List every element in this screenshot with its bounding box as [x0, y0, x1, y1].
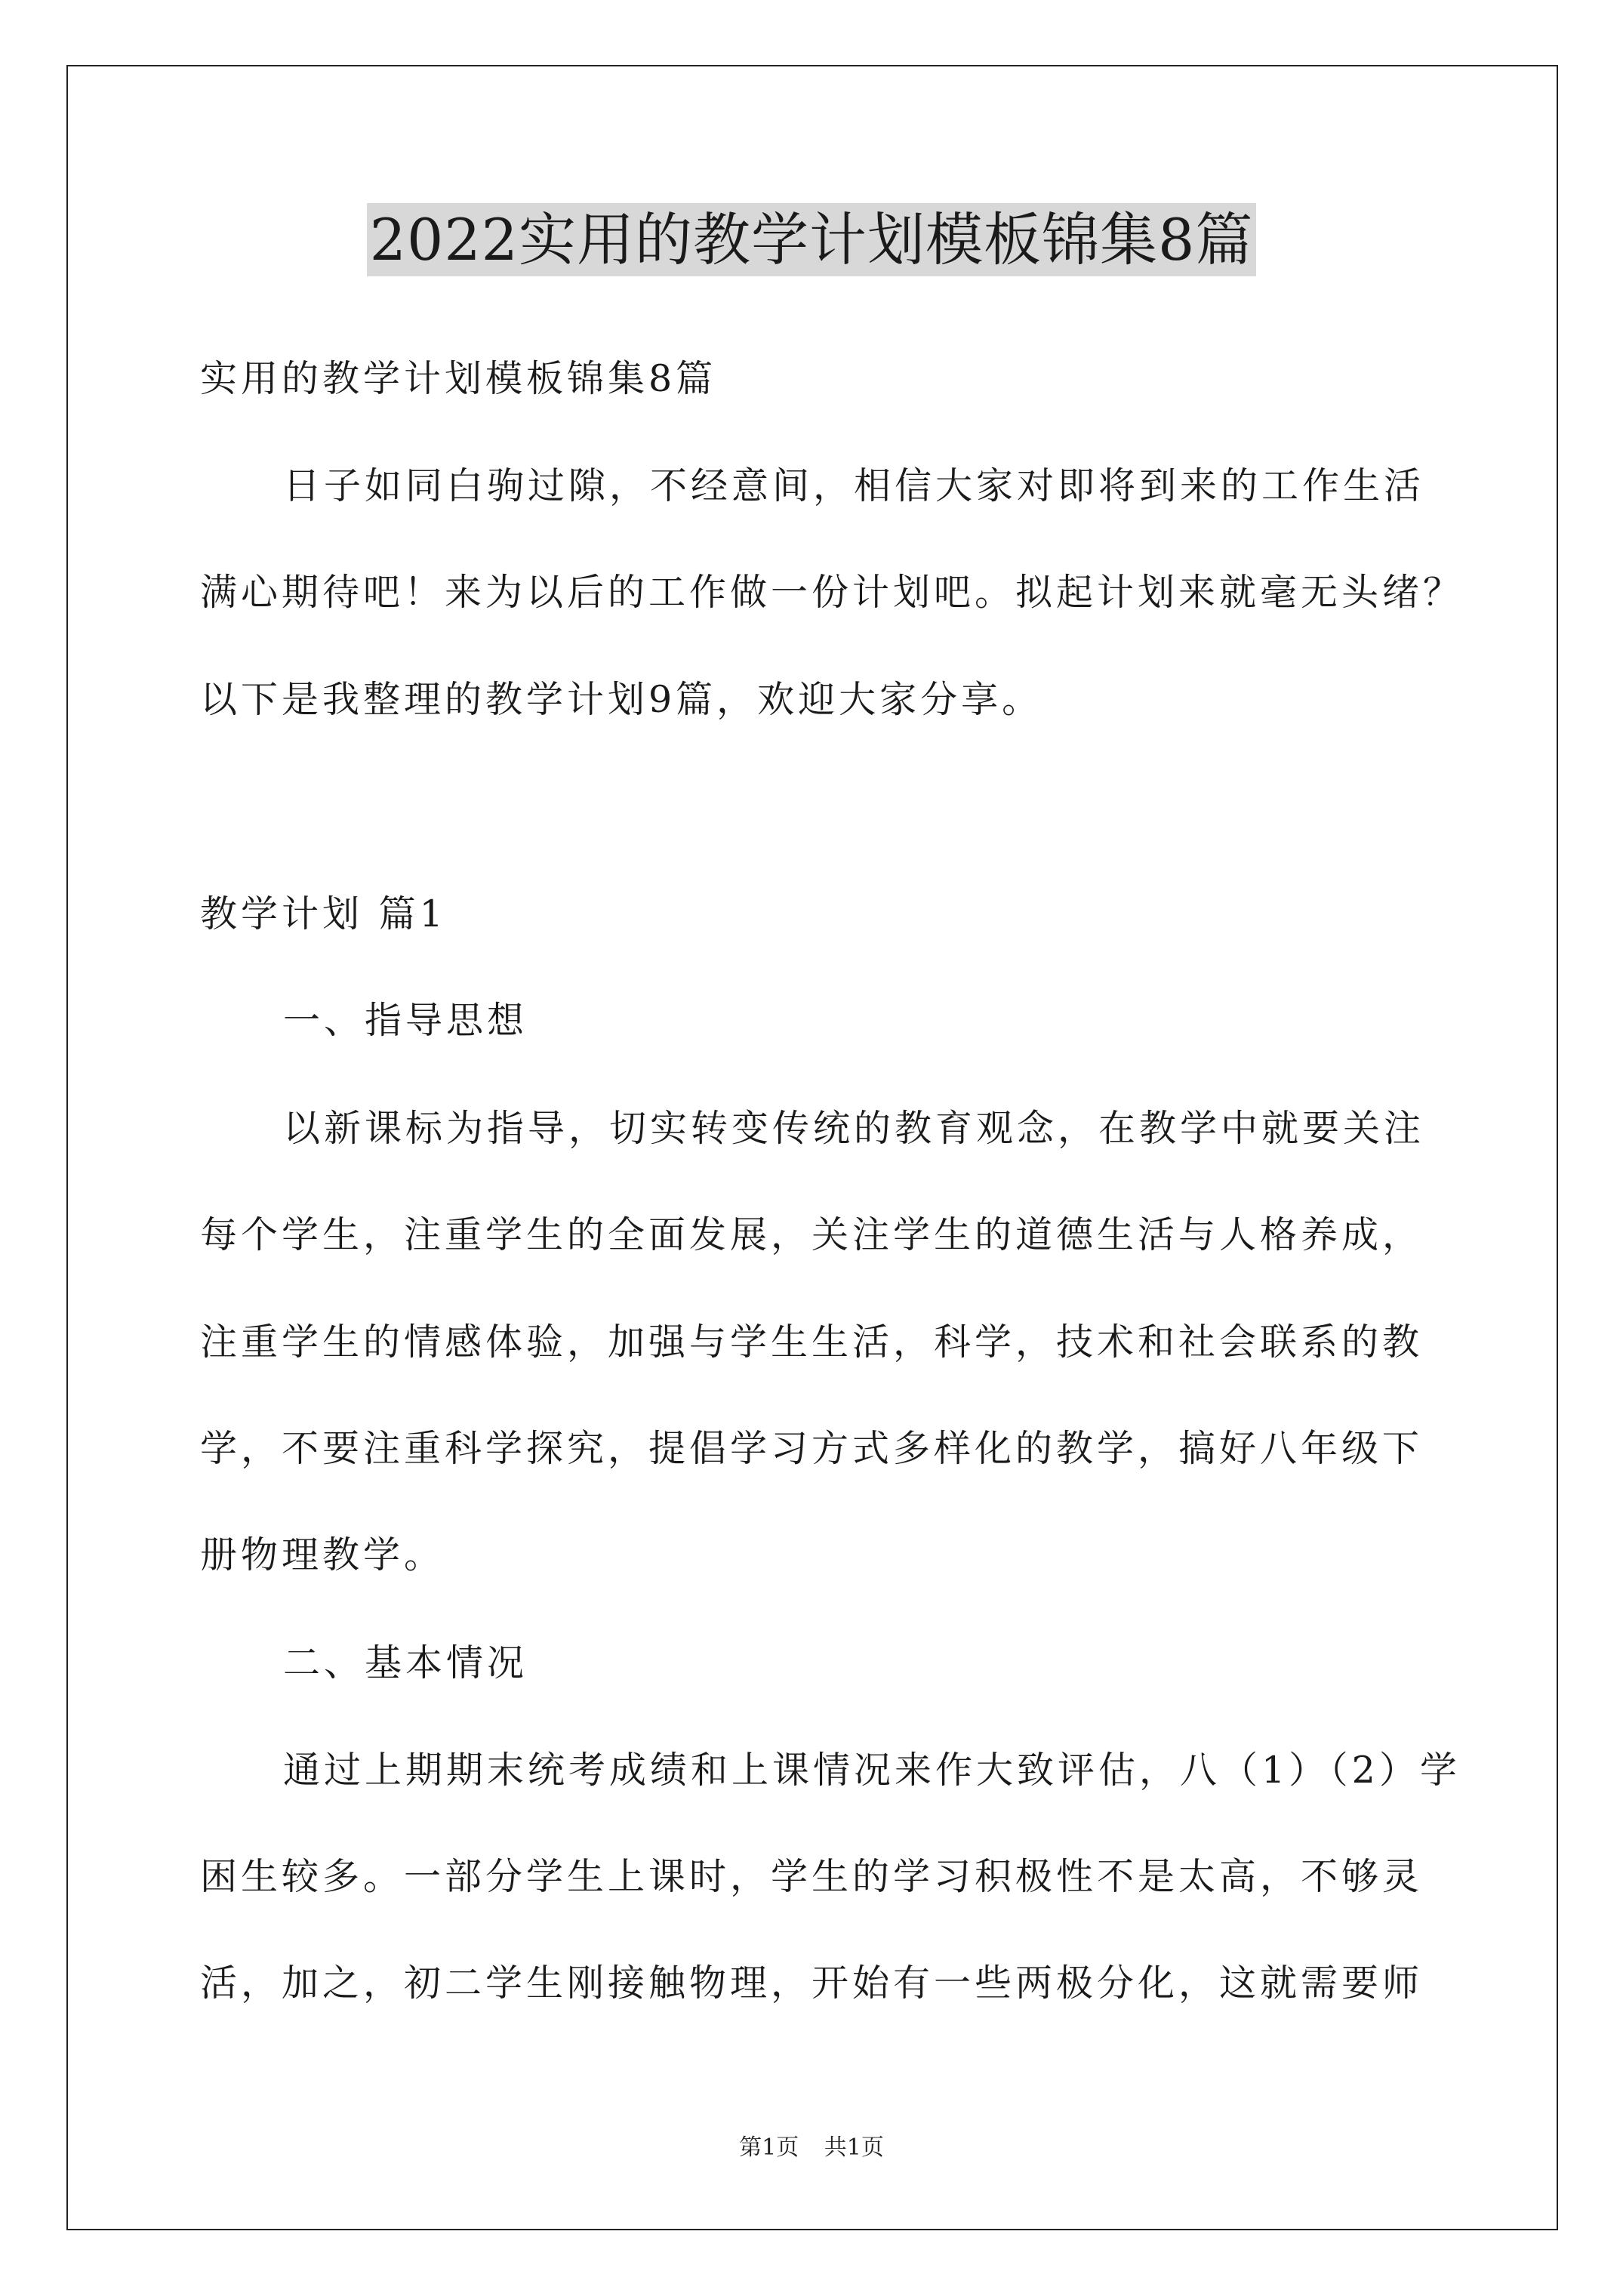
section-heading: 教学计划 篇1 — [200, 892, 447, 935]
page-footer — [0, 2133, 1623, 2163]
part1-line: 注重学生的情感体验，加强与学生生活，科学，技术和社会联系的教 — [200, 1321, 1424, 1364]
part1-heading: 一、指导思想 — [283, 999, 528, 1042]
part2-line: 通过上期期末统考成绩和上课情况来作大致评估，八（1）（2）学 — [283, 1749, 1461, 1792]
page-number: 第1页 — [739, 2134, 799, 2161]
part2-line: 困生较多。一部分学生上课时，学生的学习积极性不是太高，不够灵 — [200, 1855, 1424, 1898]
document-title-text: 2022实用的教学计划模板锦集8篇 — [367, 203, 1257, 276]
intro-line: 日子如同白驹过隙，不经意间，相信大家对即将到来的工作生活 — [283, 464, 1425, 507]
intro-line: 以下是我整理的教学计划9篇，欢迎大家分享。 — [200, 678, 1043, 721]
part2-line: 活，加之，初二学生刚接触物理，开始有一些两极分化，这就需要师 — [200, 1962, 1424, 2005]
intro-line: 满心期待吧！来为以后的工作做一份计划吧。拟起计划来就毫无头绪？ — [200, 571, 1464, 614]
part2-heading: 二、基本情况 — [283, 1641, 528, 1684]
document-title — [0, 202, 1623, 278]
part1-line: 以新课标为指导，切实转变传统的教育观念，在教学中就要关注 — [283, 1107, 1425, 1150]
part1-line: 每个学生，注重学生的全面发展，关注学生的道德生活与人格养成， — [200, 1213, 1424, 1256]
part1-line: 册物理教学。 — [200, 1533, 445, 1576]
part1-line: 学，不要注重科学探究，提倡学习方式多样化的教学，搞好八年级下 — [200, 1427, 1424, 1470]
document-subtitle: 实用的教学计划模板锦集8篇 — [200, 357, 717, 400]
page-total: 共1页 — [824, 2134, 884, 2161]
